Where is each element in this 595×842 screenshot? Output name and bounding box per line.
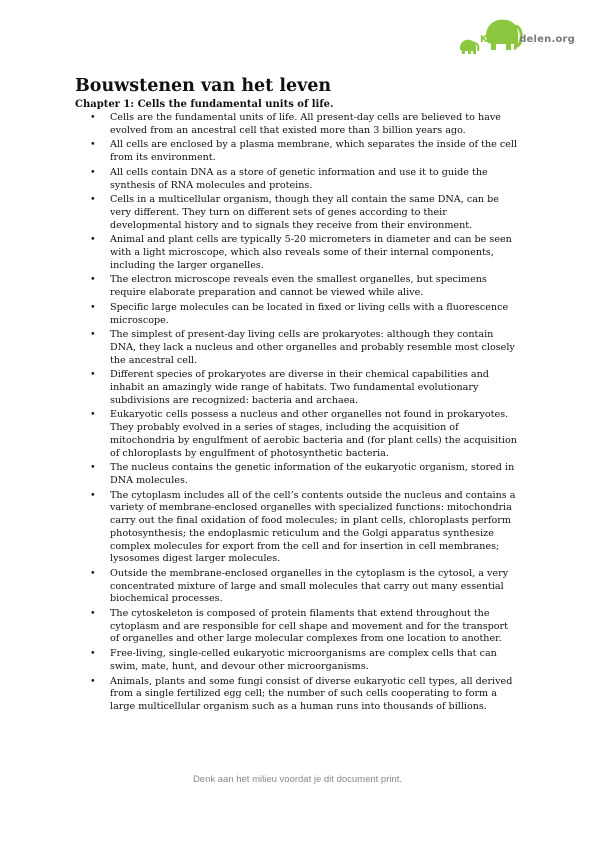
kennisdelen-logo [456,14,581,58]
chapter-heading: Chapter 1: Cells the fundamental units of life. [75,99,334,110]
list-item: • Animal and plant cells are typically 5-20 micrometers in diameter and can be seen with a light microscope, which also reveals some of their internal components, including the larger organelles. [110,234,520,272]
list-item: • The nucleus contains the genetic information of the eukaryotic organism, stored in DNA molecules. [110,462,520,487]
list-item: • Free-living, single-celled eukaryotic microorganisms are complex cells that can swim, mate, hunt, and devour other microorganisms. [110,648,520,673]
list-item: • The cytoskeleton is composed of protein filaments that extend throughout the cytoplasm and are responsible for cell shape and movement and for the transport of organelles and other large molecular complexes from one location to another. [110,608,520,646]
list-item: • The electron microscope reveals even the smallest organelles, but specimens require elaborate preparation and cannot be viewed while alive. [110,274,520,299]
list-item: • Cells are the fundamental units of life. All present-day cells are believed to have evolved from an ancestral cell that existed more than 3 billion years ago. [110,112,520,137]
page-title: Bouwstenen van het leven [75,76,332,96]
list-item: • Different species of prokaryotes are diverse in their chemical capabilities and inhabit an amazingly wide range of habitats. Two fundamental evolutionary subdivisions are recognized: bacteria and archaea. [110,369,520,407]
footer-note: Denk aan het milieu voordat je dit document print. [192,774,403,785]
bullet-list [110,112,520,716]
list-item: • Cells in a multicellular organism, though they all contain the same DNA, can be very different. They turn on different sets of genes according to their developmental history and to signals they receive from their environment. [110,194,520,232]
list-item: • Specific large molecules can be located in fixed or living cells with a fluorescence microscope. [110,302,520,327]
list-item: • Animals, plants and some fungi consist of diverse eukaryotic cell types, all derived from a single fertilized egg cell; the number of such cells cooperating to form a large multicellular organism such as a human runs into thousands of billions. [110,676,520,714]
list-item: • Outside the membrane-enclosed organelles in the cytoplasm is the cytosol, a very concentrated mixture of large and small molecules that carry out many essential biochemical processes. [110,568,520,606]
list-item: • Eukaryotic cells possess a nucleus and other organelles not found in prokaryotes. They probably evolved in a series of stages, including the acquisition of mitochondria by engulfment of aerobic bacteria and (for plant cells) the acquisition of chloroplasts by engulfment of photosynthetic bacteria. [110,409,520,460]
list-item: • All cells are enclosed by a plasma membrane, which separates the inside of the cell from its environment. [110,139,520,164]
list-item: • The simplest of present-day living cells are prokaryotes: although they contain DNA, they lack a nucleus and other organelles and probably resemble most closely the ancestral cell. [110,329,520,367]
logo-text: Kennisdelen.org [480,34,576,45]
list-item: • The cytoplasm includes all of the cell’s contents outside the nucleus and contains a variety of membrane-enclosed organelles with specialized functions: mitochondria carry out the final oxidation of food molecules; in plant cells, chloroplasts perform photosynthesis; the endoplasmic reticulum and the Golgi apparatus synthesize complex molecules for export from the cell and for insertion in cell membranes; lysosomes digest larger molecules. [110,490,520,566]
list-item: • All cells contain DNA as a store of genetic information and use it to guide the synthesis of RNA molecules and proteins. [110,167,520,192]
